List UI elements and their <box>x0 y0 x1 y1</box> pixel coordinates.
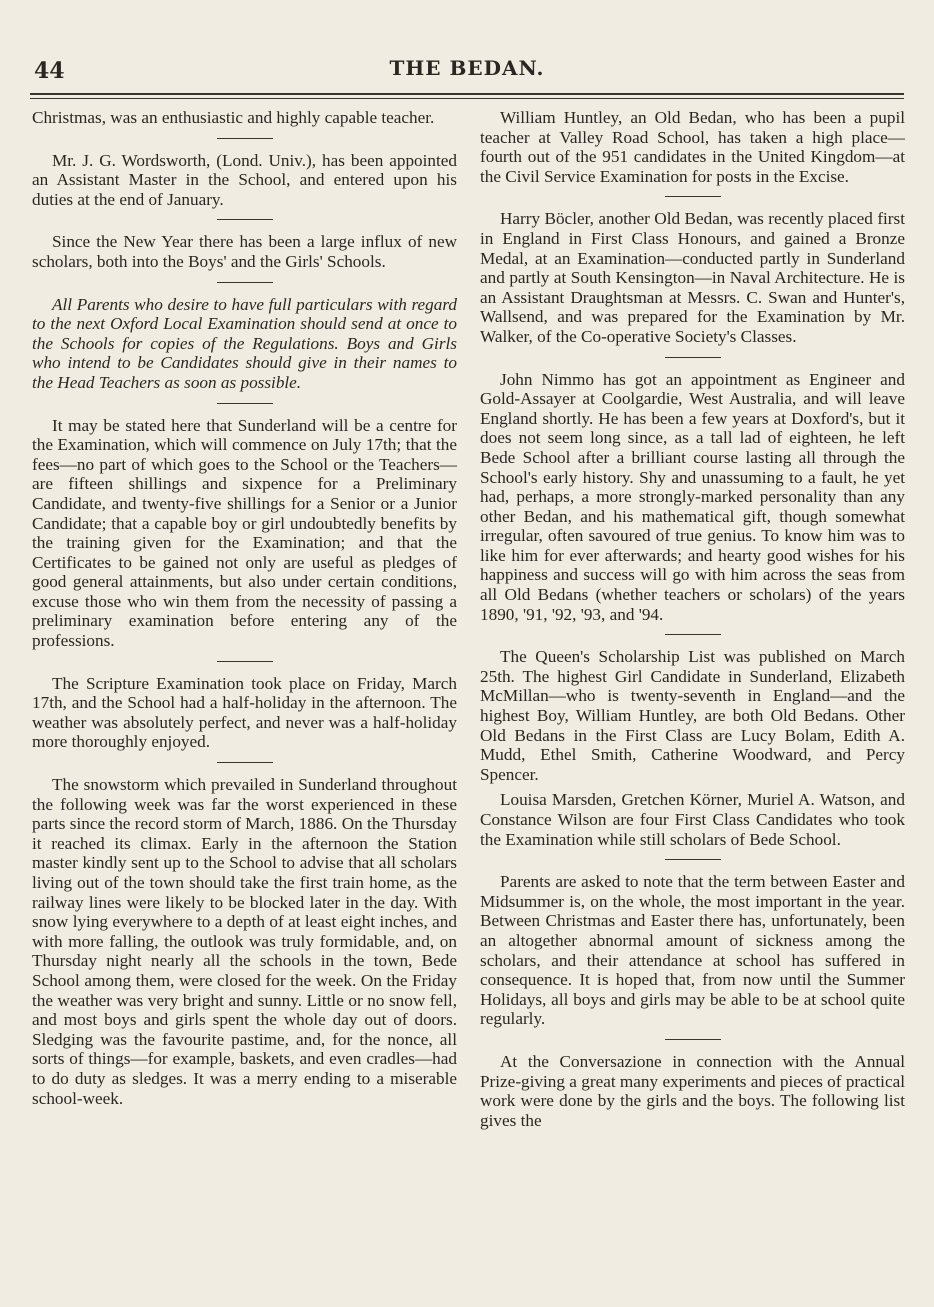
divider <box>217 282 273 283</box>
paragraph: The snowstorm which prevailed in Sunderland throughout the following week was far the worst experienced in these parts since the record storm of March, 1886. On the Thursday it reached its climax. Early in the afternoon the Station master kindly sent up to the School to advise that all scholars living out of the town should take the first train home, as the railway lines were likely to be blocked later in the day. With snow lying everywhere to a depth of at least eight inches, and with more falling, the outlook was truly formidable, and, on Thursday night nearly all the schools in the town, Bede School among them, were closed for the week. On the Friday the weather was very bright and sunny. Little or no snow fell, and most boys and girls spent the whole day out of doors. Sledging was the favourite pastime, and, for the nonce, all sorts of things—for example, baskets, and even cradles—had to do duty as sledges. It was a merry ending to a miserable school-week. <box>32 775 457 1108</box>
right-column <box>480 108 905 1130</box>
paragraph: It may be stated here that Sunderland will be a centre for the Examination, which will commence on July 17th; that the fees—no part of which goes to the School or the Teachers—are fifteen shillings and sixpence for a Preliminary Candidate, and twenty-five shillings for a Senior or a Junior Candidate; that a capable boy or girl undoubtedly benefits by the training given for the Examination; and that the Certificates to be gained not only are useful as pledges of good general attainments, but also under certain conditions, excuse those who win them from the necessity of passing a preliminary examination before entering any of the professions. <box>32 415 457 651</box>
divider <box>665 357 721 358</box>
paragraph: Louisa Marsden, Gretchen Körner, Muriel A. Watson, and Constance Wilson are four First Class Candidates who took the Examination while still scholars of Bede School. <box>480 790 905 849</box>
header-rule <box>30 93 904 99</box>
running-title: THE BEDAN. <box>389 56 545 80</box>
page-number: 44 <box>34 58 65 84</box>
paragraph: William Huntley, an Old Bedan, who has been a pupil teacher at Valley Road School, has taken a high place—fourth out of the 951 candidates in the United Kingdom—at the Civil Service Examination for posts in the Excise. <box>480 108 905 186</box>
paragraph: Parents are asked to note that the term between Easter and Midsummer is, on the whole, the most important in the year. Between Christmas and Easter there has, unfortunately, been an altogether abnormal amount of sickness among the scholars, and their attendance at school has suffered in consequence. It is hoped that, from now until the Summer Holidays, all boys and girls may be able to be at school quite regularly. <box>480 872 905 1029</box>
left-column <box>32 108 457 1108</box>
divider <box>217 661 273 662</box>
paragraph: At the Conversazione in connection with the Annual Prize-giving a great many experiments and pieces of practical work were done by the girls and the boys. The following list gives the <box>480 1051 905 1130</box>
divider <box>217 762 273 763</box>
paragraph: Mr. J. G. Wordsworth, (Lond. Univ.), has been appointed an Assistant Master in the School, and entered upon his duties at the end of January. <box>32 150 457 209</box>
divider <box>217 403 273 404</box>
paragraph: John Nimmo has got an appointment as Engineer and Gold-Assayer at Coolgardie, West Australia, and will leave England shortly. He has been a few years at Doxford's, but it does not seem long since, as a tall lad of eighteen, he left Bede School after a brilliant course lasting all through the School's early history. Shy and unassuming to a fault, he yet had, perhaps, a more strongly-marked personality than any other Bedan, and his mathematical gift, though somewhat irregular, often savoured of true genius. To know him was to like him for ever afterwards; and hearty good wishes for his happiness and success will go with him across the seas from all Old Bedans (whether teachers or scholars) of the years 1890, '91, '92, '93, and '94. <box>480 369 905 624</box>
divider <box>665 634 721 635</box>
divider <box>217 138 273 139</box>
paragraph: Since the New Year there has been a large influx of new scholars, both into the Boys' and the Girls' Schools. <box>32 232 457 271</box>
divider <box>665 196 721 197</box>
paragraph: The Scripture Examination took place on Friday, March 17th, and the School had a half-holiday in the afternoon. The weather was absolutely perfect, and never was a half-holiday more thoroughly enjoyed. <box>32 673 457 752</box>
divider <box>217 219 273 220</box>
paragraph: The Queen's Scholarship List was published on March 25th. The highest Girl Candidate in Sunderland, Elizabeth McMillan—who is twenty-seventh in England—and the highest Boy, William Huntley, are both Old Bedans. Other Old Bedans in the First Class are Lucy Bolam, Edith A. Mudd, Ethel Smith, Catherine Woodward, and Percy Spencer. <box>480 647 905 784</box>
paragraph-notice: All Parents who desire to have full particulars with regard to the next Oxford Local Examination should send at once to the Schools for copies of the Regulations. Boys and Girls who intend to be Candidates should give in their names to the Head Teachers as soon as possible. <box>32 294 457 392</box>
paragraph: Christmas, was an enthusiastic and highly capable teacher. <box>32 108 435 127</box>
divider <box>665 1039 721 1040</box>
paragraph: Harry Böcler, another Old Bedan, was recently placed first in England in First Class Honours, and gained a Bronze Medal, at an Examination—conducted partly in Sunderland and partly at South Kensington—in Naval Architecture. He is an Assistant Draughtsman at Messrs. C. Swan and Hunter's, Wallsend, and was prepared for the Examination by Mr. Walker, of the Co-operative Society's Classes. <box>480 209 905 346</box>
divider <box>665 859 721 860</box>
